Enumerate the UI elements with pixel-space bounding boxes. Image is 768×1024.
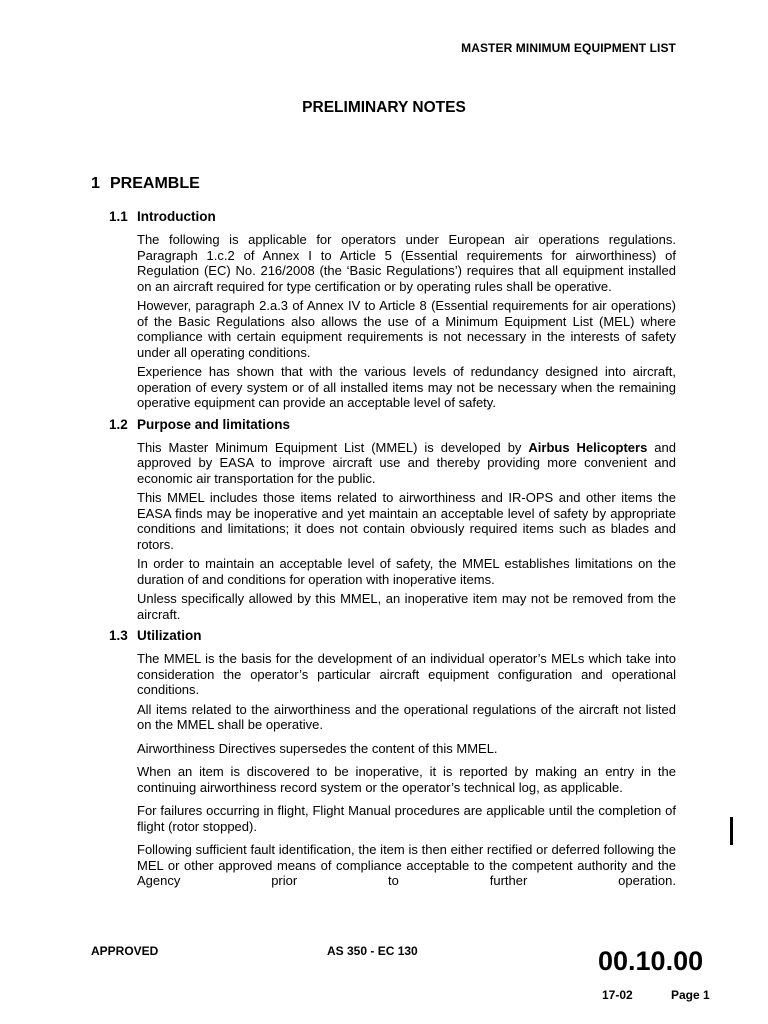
subsection-title: Purpose and limitations <box>137 416 291 432</box>
paragraph: In order to maintain an acceptable level of safety, the MMEL establishes limitations on the duration of and conditions for operation with inoperative items. <box>137 556 676 587</box>
footer-chapter-code: 00.10.00 <box>598 946 704 976</box>
subsection-number: 1.2 <box>109 416 128 432</box>
paragraph-text: This Master Minimum Equipment List (MMEL) is developed by <box>137 439 529 455</box>
document-header-title: MASTER MINIMUM EQUIPMENT LIST <box>461 41 676 55</box>
paragraph: Experience has shown that with the various levels of redundancy designed into aircraft, operation of every system or of all installed items may not be necessary when the remaining operative equipment can provide an acceptable level of safety. <box>137 364 676 410</box>
subsection-heading-purpose <box>109 417 676 432</box>
paragraph: For failures occurring in flight, Flight Manual procedures are applicable until the completion of flight (rotor stopped). <box>137 803 676 834</box>
paragraph: The following is applicable for operators under European air operations regulations. Paragraph 1.c.2 of Annex I to Article 5 (Essential requirements for airworthiness) of Regulation (EC) No. 216/2008 (the ‘Basic Regulations’) requires that all equipment installed on an aircraft required for type certification or by operating rules shall be operative. <box>137 232 676 294</box>
paragraph: All items related to the airworthiness and the operational regulations of the aircraft not listed on the MMEL shall be operative. <box>137 701 676 732</box>
section-heading-preamble <box>91 175 200 193</box>
paragraph: When an item is discovered to be inoperative, it is reported by making an entry in the continuing airworthiness record system or the operator’s technical log, as applicable. <box>137 764 676 795</box>
footer-page-number: Page 1 <box>671 988 710 1002</box>
footer-revision: 17-02 <box>602 988 633 1002</box>
subsection-title: Utilization <box>137 628 202 643</box>
page-title: PRELIMINARY NOTES <box>302 99 466 116</box>
footer-aircraft-model: AS 350 - EC 130 <box>327 944 418 958</box>
revision-change-bar <box>730 817 733 845</box>
section-purpose-limitations <box>109 417 676 623</box>
paragraph: However, paragraph 2.a.3 of Annex IV to Article 8 (Essential requirements for air operations) of the Basic Regulations also allows the use of a Minimum Equipment List (MEL) where compliance with certain equipment requirements is not necessary in the interests of safety under all operating conditions. <box>137 298 676 360</box>
section-title: PREAMBLE <box>110 175 200 192</box>
section-introduction <box>109 209 676 411</box>
subsection-title: Introduction <box>137 209 216 224</box>
paragraph-text: and approved by EASA to improve aircraft use and thereby providing more convenient and economic air transportation for the public. <box>137 439 676 486</box>
footer-approved-label: APPROVED <box>91 944 159 958</box>
section-number: 1 <box>91 175 100 192</box>
subsection-heading-utilization <box>109 628 676 643</box>
paragraph: Unless specifically allowed by this MMEL, an inoperative item may not be removed from the aircraft. <box>137 591 676 622</box>
paragraph: Following sufficient fault identification, the item is then either rectified or deferred following the MEL or other approved means of compliance acceptable to the competent authority and the Agency prior to further operation. <box>137 842 676 888</box>
subsection-number: 1.3 <box>109 628 128 643</box>
paragraph: The MMEL is the basis for the development of an individual operator’s MELs which take into consideration the operator’s particular aircraft equipment configuration and operational conditions. <box>137 651 676 697</box>
subsection-heading-introduction <box>109 209 676 224</box>
manufacturer-name: Airbus Helicopters <box>528 439 648 455</box>
paragraph: Airworthiness Directives supersedes the content of this MMEL. <box>137 740 498 756</box>
document-body <box>109 209 676 895</box>
subsection-number: 1.1 <box>109 209 128 224</box>
paragraph <box>137 440 676 487</box>
section-utilization <box>109 628 676 889</box>
paragraph: This MMEL includes those items related to airworthiness and IR-OPS and other items the EASA finds may be inoperative and yet maintain an acceptable level of safety by appropriate conditions and limitations; it does not contain obviously required items such as blades and rotors. <box>137 490 676 552</box>
